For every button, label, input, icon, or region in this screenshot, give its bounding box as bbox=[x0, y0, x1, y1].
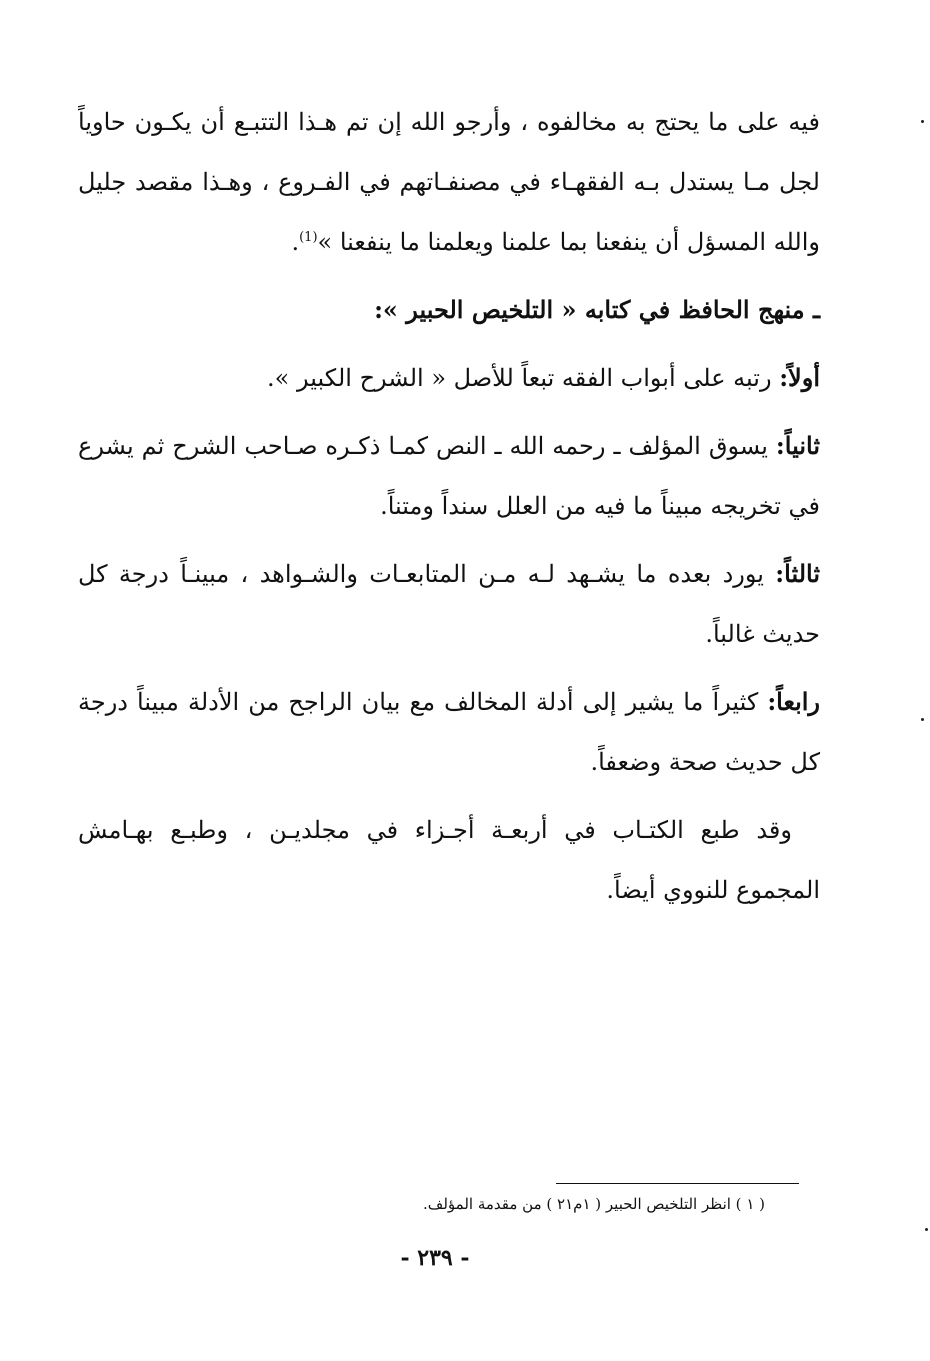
opening-paragraph bbox=[78, 92, 820, 272]
list-item-text: يسوق المؤلف ـ رحمه الله ـ النص كمـا ذكـره صـاحب الشرح ثم يشرع في تخريجه مبيناً ما فيه من العلل سنداً ومتناً. bbox=[78, 432, 820, 520]
list-item-text: كثيراً ما يشير إلى أدلة المخالف مع بيان الراجح من الأدلة مبيناً درجة كل حديث صحة وضعفاً. bbox=[78, 688, 820, 776]
main-text bbox=[78, 92, 820, 920]
page-number: - ٢٣٩ - bbox=[400, 1245, 470, 1271]
list-item-lead: رابعاً: bbox=[767, 687, 820, 716]
margin-dot bbox=[925, 1228, 928, 1231]
footnote-separator bbox=[556, 1183, 799, 1184]
list-item-text: رتبه على أبواب الفقه تبعاً للأصل « الشرح الكبير ». bbox=[267, 364, 780, 392]
list-item-lead: ثالثاً: bbox=[775, 559, 820, 588]
list-item-fourth bbox=[78, 672, 820, 792]
footnote: ( ١ ) انظر التلخيص الحبير ( ١م٢١ ) من مقدمة المؤلف. bbox=[423, 1195, 765, 1213]
opening-paragraph-tail: . bbox=[291, 228, 300, 256]
list-item-second bbox=[78, 416, 820, 536]
opening-paragraph-text: فيه على ما يحتج به مخالفوه ، وأرجو الله إن تم هـذا التتبـع أن يكـون حاوياً لجل مـا يستدل بـه الفقهـاء في مصنفـاتهم في الفـروع ، وهـذا مقصد جليل والله المسؤل أن ينفعنا بما علمنا ويعلمنا ما ينفعنا » bbox=[78, 108, 820, 256]
margin-dot bbox=[921, 718, 924, 721]
section-heading: ـ منهج الحافظ في كتابه « التلخيص الحبير »: bbox=[374, 295, 820, 324]
footnote-reference: (1) bbox=[299, 230, 318, 245]
margin-dot bbox=[921, 120, 924, 123]
list-item-text: يورد بعده ما يشـهد لـه مـن المتابعـات والشـواهد ، مبينـاً درجة كل حديث غالباً. bbox=[78, 560, 820, 648]
list-item-lead: أولاً: bbox=[779, 363, 820, 392]
list-item-first bbox=[78, 348, 820, 408]
list-item-third bbox=[78, 544, 820, 664]
list-item-lead: ثانياً: bbox=[775, 431, 820, 460]
closing-paragraph: وقد طبع الكتـاب في أربعـة أجـزاء في مجلديـن ، وطبـع بهـامش المجموع للنووي أيضاً. bbox=[78, 816, 820, 904]
